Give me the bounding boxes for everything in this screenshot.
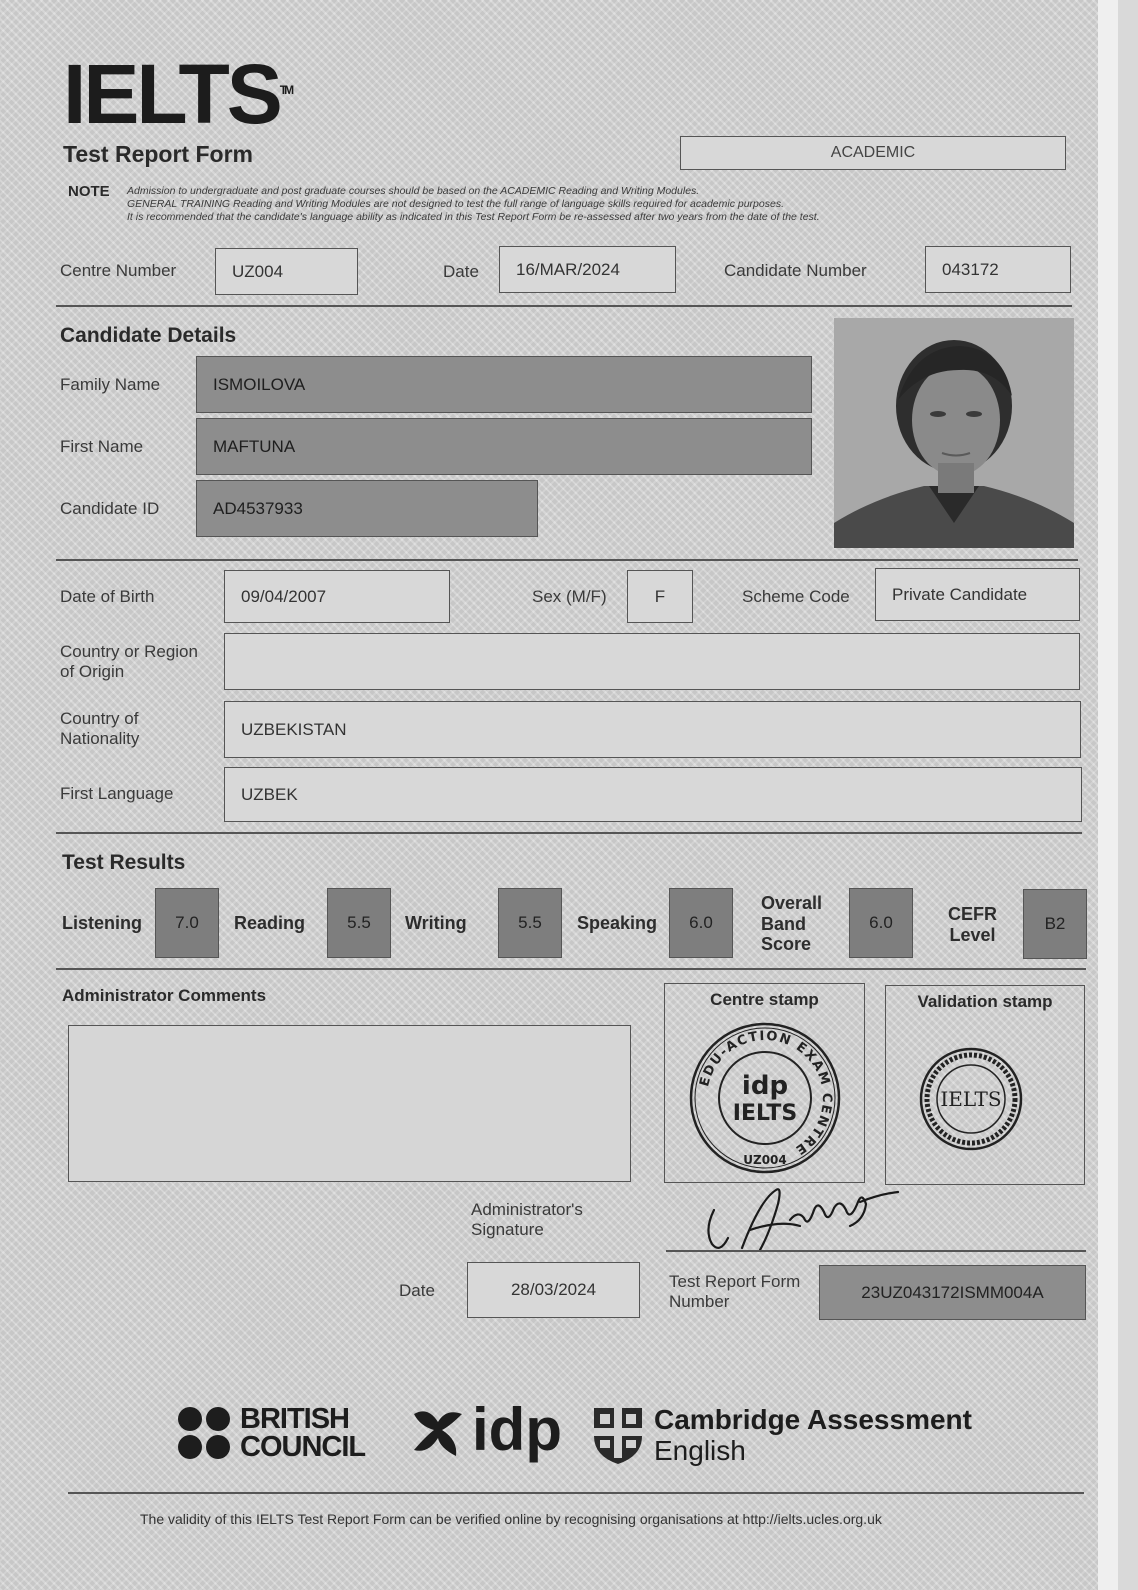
admin-signature [690, 1180, 910, 1260]
candidate-id-label: Candidate ID [60, 499, 160, 518]
signature-line [666, 1250, 1086, 1252]
centre-stamp-idp: idp [741, 1071, 789, 1101]
candidate-details-title: Candidate Details [60, 324, 237, 347]
overall-label-line2: Band [761, 913, 806, 934]
idp-mark-icon [410, 1400, 470, 1460]
test-results-title: Test Results [62, 851, 186, 874]
admin-signature-label-line1: Administrator's [471, 1200, 583, 1219]
listening-score: 7.0 [155, 888, 219, 958]
centre-stamp-code: UZ004 [743, 1153, 787, 1167]
country-origin-label [60, 642, 198, 683]
candidate-number-field: 043172 [925, 246, 1071, 293]
dob-label: Date of Birth [60, 587, 155, 606]
candidate-number-label: Candidate Number [724, 261, 867, 280]
writing-label: Writing [405, 913, 467, 933]
scheme-code-field: Private Candidate [875, 568, 1080, 621]
centre-stamp-ielts: IELTS [732, 1101, 798, 1126]
trf-number-field: 23UZ043172ISMM004A [819, 1265, 1086, 1320]
british-council-line2: COUNCIL [240, 1431, 366, 1463]
british-council-dots-icon [176, 1405, 234, 1463]
first-name-field: MAFTUNA [196, 418, 812, 475]
centre-number-label: Centre Number [60, 261, 177, 280]
date-label: Date [443, 262, 479, 281]
note-label: NOTE [68, 183, 110, 200]
divider [56, 968, 1086, 970]
validation-stamp-seal [916, 1044, 1026, 1154]
centre-stamp-seal [685, 1018, 845, 1178]
divider [56, 305, 1072, 307]
idp-wordmark: idp [472, 1396, 562, 1463]
divider [56, 559, 1078, 561]
centre-stamp-box [664, 983, 865, 1183]
overall-score: 6.0 [849, 888, 913, 958]
family-name-label: Family Name [60, 375, 161, 394]
admin-date-field: 28/03/2024 [467, 1262, 640, 1318]
admin-comments-label: Administrator Comments [62, 986, 267, 1005]
dob-field: 09/04/2007 [224, 570, 450, 623]
first-language-field: UZBEK [224, 767, 1082, 822]
centre-stamp-label: Centre stamp [710, 990, 819, 1009]
centre-stamp-ring-text: EDU-ACTION EXAM CENTRE [697, 1028, 835, 1158]
british-council-wordmark [240, 1403, 366, 1463]
ielts-logo [63, 47, 292, 141]
listening-label: Listening [62, 913, 142, 933]
admin-signature-label-line2: Signature [471, 1220, 544, 1240]
note-line-3: It is recommended that the candidate's language ability as indicated in this Test Report Form be re-assessed after two years from the date of the test. [127, 211, 820, 224]
nationality-label-line2: Nationality [60, 729, 140, 749]
country-origin-field [224, 633, 1080, 690]
trf-number-label-line1: Test Report Form [669, 1272, 801, 1291]
speaking-score: 6.0 [669, 888, 733, 958]
admin-date-label: Date [399, 1281, 435, 1300]
note-line-2: GENERAL TRAINING Reading and Writing Modules are not designed to test the full range of language skills required for academic purposes. [127, 198, 784, 211]
idp-logo [410, 1396, 562, 1463]
admin-signature-label [471, 1200, 583, 1241]
overall-label-line1: Overall [761, 893, 823, 913]
validation-stamp-text: IELTS [940, 1087, 1002, 1111]
divider [56, 832, 1082, 834]
ielts-logo-text: IELTS [63, 47, 280, 141]
writing-score: 5.5 [498, 888, 562, 958]
family-name-field: ISMOILOVA [196, 356, 812, 413]
candidate-id-field: AD4537933 [196, 480, 538, 537]
cambridge-line2: English [654, 1434, 746, 1466]
reading-score: 5.5 [327, 888, 391, 958]
sex-field: F [627, 570, 693, 623]
cambridge-logo [592, 1405, 972, 1467]
form-title: Test Report Form [63, 141, 253, 167]
cambridge-line1: Cambridge Assessment [654, 1404, 972, 1435]
module-box: ACADEMIC [680, 136, 1066, 170]
trademark-mark: TM [279, 83, 292, 97]
nationality-field: UZBEKISTAN [224, 701, 1081, 758]
first-language-label: First Language [60, 784, 174, 803]
british-council-logo [176, 1405, 365, 1463]
nationality-label [60, 709, 139, 750]
cefr-label-line2: Level [949, 924, 996, 945]
overall-band-label [761, 893, 822, 955]
country-origin-label-line1: Country or Region [60, 642, 198, 661]
nationality-label-line1: Country of [60, 709, 139, 728]
validation-stamp-label: Validation stamp [917, 992, 1053, 1011]
trf-number-label [669, 1272, 800, 1313]
cefr-label [948, 904, 997, 945]
cambridge-shield-icon [592, 1406, 644, 1466]
first-name-label: First Name [60, 437, 144, 456]
cambridge-wordmark [654, 1405, 972, 1467]
page-edge [1098, 0, 1118, 1590]
admin-comments-box [68, 1025, 631, 1182]
candidate-photo [834, 318, 1074, 548]
footer-divider [68, 1492, 1084, 1494]
candidate-photo-image [834, 318, 1074, 548]
validation-stamp-box [885, 985, 1085, 1185]
note-line-1: Admission to undergraduate and post graduate courses should be based on the ACADEMIC Reading and Writing Modules. [127, 185, 700, 197]
note-text [127, 185, 987, 224]
speaking-label: Speaking [577, 913, 658, 933]
test-date-field: 16/MAR/2024 [499, 246, 676, 293]
reading-label: Reading [234, 913, 306, 933]
cefr-level: B2 [1023, 889, 1087, 959]
trf-number-label-line2: Number [669, 1292, 730, 1312]
country-origin-label-line2: of Origin [60, 662, 125, 682]
scheme-code-label: Scheme Code [742, 587, 850, 606]
sex-label: Sex (M/F) [532, 587, 607, 606]
british-council-line1: BRITISH [240, 1403, 349, 1436]
centre-number-field: UZ004 [215, 248, 358, 295]
cefr-label-line1: CEFR [948, 904, 997, 924]
overall-label-line3: Score [761, 934, 812, 955]
validity-note: The validity of this IELTS Test Report Form can be verified online by recognising organisations at http://ielts.ucles.org.uk [140, 1511, 882, 1527]
